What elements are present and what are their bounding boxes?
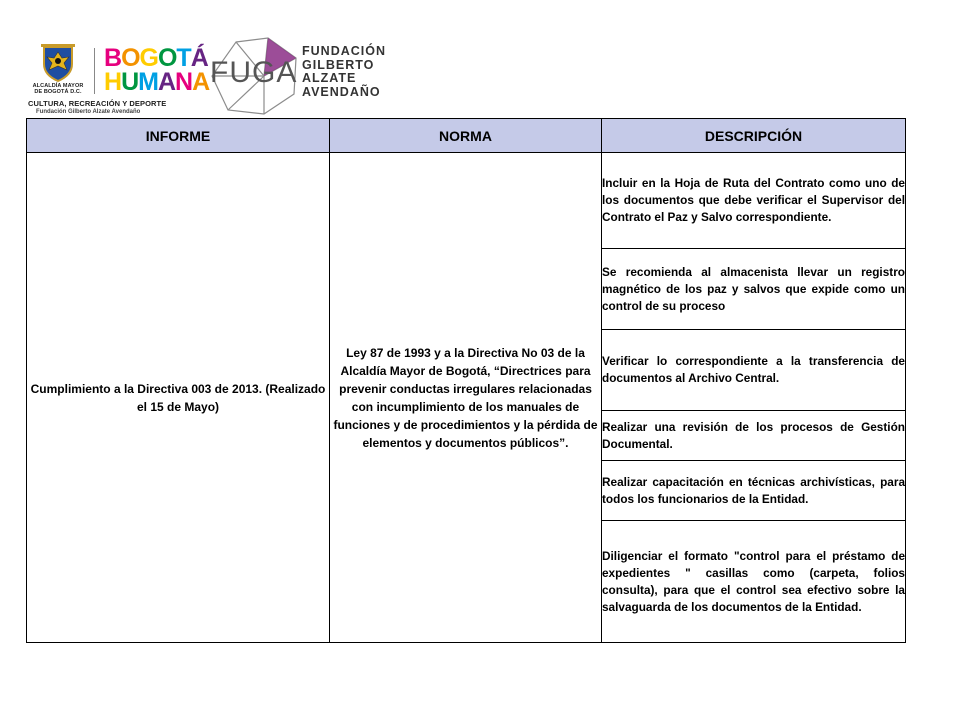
bogota-letter: H — [104, 68, 122, 96]
descripcion-item: Incluir en la Hoja de Ruta del Contrato como uno de los documentos que debe verificar el Supervisor del Contrato el Paz y Salvo correspondiente. — [602, 153, 906, 249]
fuga-name-line4: AVENDAÑO — [302, 84, 381, 99]
bogota-line2 — [104, 68, 210, 96]
header-informe: INFORME — [27, 119, 330, 153]
descripcion-item: Verificar lo correspondiente a la transferencia de documentos al Archivo Central. — [602, 330, 906, 411]
descripcion-item: Realizar capacitación en técnicas archivísticas, para todos los funcionarios de la Entidad. — [602, 461, 906, 521]
logo-divider — [94, 48, 95, 94]
bogota-letter: Á — [190, 44, 208, 72]
fuga-full-name — [302, 45, 386, 99]
bogota-shield-icon — [41, 44, 75, 82]
bogota-letter: U — [121, 68, 139, 96]
bogota-letter: M — [138, 68, 158, 96]
descripcion-item: Realizar una revisión de los procesos de Gestión Documental. — [602, 411, 906, 461]
bogota-letter: O — [157, 44, 177, 72]
sector-label: CULTURA, RECREACIÓN Y DEPORTE — [28, 99, 167, 108]
bogota-humana-logo — [104, 44, 210, 96]
alcaldia-line1: ALCALDÍA MAYOR — [32, 83, 84, 89]
bogota-letter: T — [176, 44, 191, 72]
bogota-letter: O — [121, 44, 140, 72]
bogota-letter: A — [192, 68, 210, 96]
fuga-logo — [206, 36, 306, 116]
table-header-row — [27, 119, 906, 153]
alcaldia-line2: DE BOGOTÁ D.C. — [34, 89, 82, 95]
bogota-letter: A — [157, 68, 176, 96]
bogota-letter: B — [104, 44, 122, 72]
informe-table — [26, 118, 906, 643]
entity-sublabel: Fundación Gilberto Alzate Avendaño — [36, 109, 141, 115]
norma-cell: Ley 87 de 1993 y a la Directiva No 03 de la Alcaldía Mayor de Bogotá, “Directrices para prevenir conductas irregulares relacionadas con incumplimiento de los manuales de funciones y de procedimientos y la pérdida de elementos y documentos públicos”. — [330, 153, 602, 643]
bogota-line1 — [104, 44, 208, 72]
descripcion-item: Diligenciar el formato "control para el préstamo de expedientes " casillas como (carpeta, folios consulta), para que el control sea efectivo sobre la salvaguarda de los documentos de la Entidad. — [602, 521, 906, 643]
header-descripcion: DESCRIPCIÓN — [602, 119, 906, 153]
fuga-name-line1: FUNDACIÓN — [302, 44, 386, 58]
descripcion-item: Se recomienda al almacenista llevar un registro magnético de los paz y salvos que expide como un control de su proceso — [602, 249, 906, 330]
bogota-letter: G — [139, 44, 158, 72]
fuga-name-line2: GILBERTO — [302, 57, 375, 72]
informe-cell: Cumplimiento a la Directiva 003 de 2013. (Realizado el 15 de Mayo) — [27, 153, 330, 643]
header-norma: NORMA — [330, 119, 602, 153]
table-row — [27, 153, 906, 249]
fuga-acronym: FUGA — [210, 56, 298, 89]
bogota-letter: N — [175, 68, 193, 96]
header-logos — [0, 0, 960, 120]
fuga-name-line3: ALZATE — [302, 71, 357, 85]
